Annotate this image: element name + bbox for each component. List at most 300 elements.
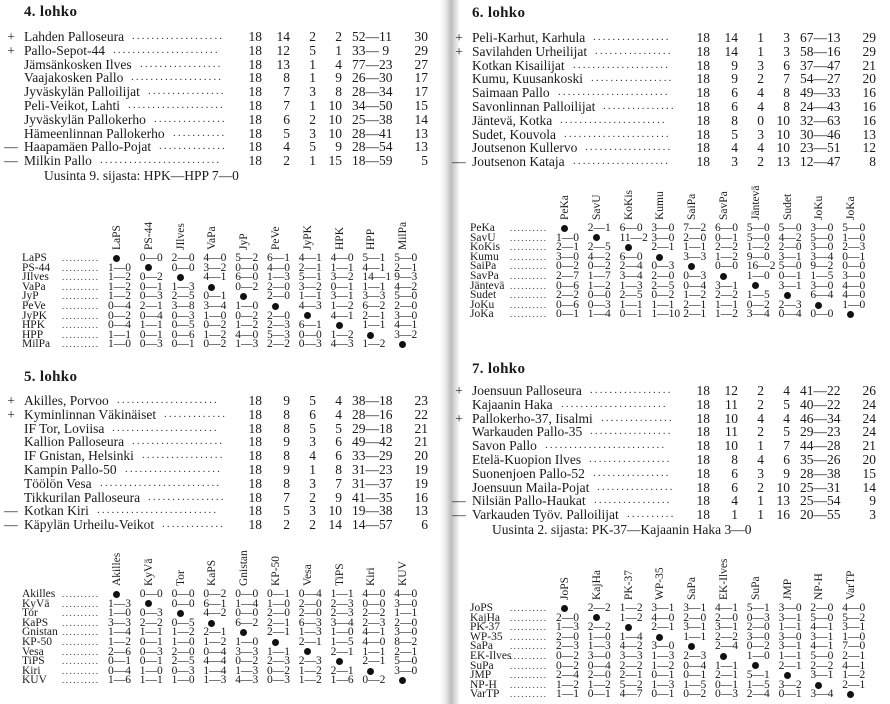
matrix-column-header <box>396 190 410 250</box>
match-result: 3—1 <box>842 621 866 634</box>
match-result: 0—0 <box>171 588 195 600</box>
goal-difference: 46—34 <box>800 410 841 426</box>
losses: 10 <box>328 503 342 519</box>
match-result: 4—3 <box>298 299 322 312</box>
standings-row <box>455 30 890 45</box>
match-result: 6—1 <box>298 319 322 332</box>
match-result: 0—2 <box>203 338 227 351</box>
match-result: 9—2 <box>810 260 834 273</box>
points: 20 <box>862 71 876 87</box>
points: 9 <box>869 493 876 509</box>
match-result: 1—1 <box>330 261 354 274</box>
match-result: 2—1 <box>683 308 707 321</box>
match-result: 2—1 <box>651 621 675 634</box>
match-result: 3—1 <box>810 630 834 643</box>
match-result: 0—1 <box>171 338 195 351</box>
played: 18 <box>248 475 262 491</box>
team-name: Peli-Karhut, Karhula <box>472 30 586 45</box>
leader-dots: .......... <box>510 290 548 301</box>
leader-dots: ................ <box>594 494 672 507</box>
match-result: 4—2 <box>619 640 643 653</box>
standings-row <box>24 449 444 463</box>
match-result: 1—2 <box>330 328 354 341</box>
leader-dots: .......... <box>62 310 100 321</box>
match-result: 4—2 <box>778 231 802 244</box>
leader-dots: ........... <box>173 126 227 139</box>
goal-difference: 28—41 <box>352 125 393 141</box>
goal-difference: 38—18 <box>352 393 393 408</box>
match-result: 0—2 <box>556 649 579 662</box>
section-title: 6. lohko <box>472 5 526 21</box>
match-result: 0—4 <box>108 299 131 312</box>
matrix-column-header <box>717 540 731 600</box>
leader-dots: .......... <box>510 280 548 291</box>
match-result: 3—2 <box>394 328 418 341</box>
wins: 8 <box>283 406 290 422</box>
match-result: 1—3 <box>298 626 322 639</box>
match-result: 2—0 <box>810 602 834 614</box>
match-result: 2—1 <box>394 645 418 658</box>
losses: 10 <box>776 140 790 156</box>
standings-row <box>472 481 890 495</box>
match-result: 1—1 <box>139 319 163 332</box>
match-result: 5—0 <box>810 231 834 244</box>
played: 18 <box>248 448 262 464</box>
leader-dots: ................ <box>593 466 671 479</box>
row-label: Sudet <box>470 289 497 302</box>
points: 16 <box>862 98 876 114</box>
losses: 8 <box>783 85 790 101</box>
match-result: 0—4 <box>683 659 707 672</box>
match-result: 6—0 <box>715 222 738 234</box>
row-label: MilPa <box>22 338 51 351</box>
match-result: 0—2 <box>651 289 675 302</box>
match-result: 6—2 <box>362 299 386 312</box>
match-result: 0—3 <box>139 607 163 620</box>
match-result: 1—3 <box>619 279 643 292</box>
match-result: 3—2 <box>778 678 802 691</box>
standings-row <box>24 491 444 505</box>
match-result: 2—2 <box>715 241 738 254</box>
match-result: 0—1 <box>715 678 738 691</box>
standings-row <box>24 127 444 141</box>
leader-dots: ................ <box>148 85 226 98</box>
leader-dots: ................ <box>597 480 675 493</box>
match-result: 4—1 <box>842 659 866 672</box>
promotion-relegation-mark: — <box>452 507 466 523</box>
played: 18 <box>248 406 262 422</box>
draws: 5 <box>309 139 316 155</box>
match-result: 0—2 <box>746 298 770 311</box>
match-result: 1—2 <box>651 659 675 672</box>
match-result: 2—1 <box>619 669 643 682</box>
match-result: 2—3 <box>683 649 707 662</box>
team-name: Jämsänkosken Ilves <box>24 56 132 72</box>
match-result: 5—0 <box>810 611 834 624</box>
match-result: 4—0 <box>842 289 866 302</box>
match-result: 2—4 <box>715 640 738 653</box>
wins: 8 <box>283 475 290 491</box>
played: 18 <box>696 126 710 142</box>
goal-difference: 29—18 <box>352 420 393 436</box>
match-result: 5—0 <box>810 649 834 662</box>
draws: 4 <box>757 85 764 101</box>
losses: 10 <box>776 479 790 495</box>
bullet-icon <box>336 322 343 329</box>
match-result: 2—2 <box>715 630 738 643</box>
leader-dots: ............... <box>601 411 674 424</box>
match-result: 1—2 <box>556 678 579 691</box>
bullet-icon <box>399 677 406 684</box>
match-result: 5—0 <box>394 655 418 668</box>
row-label: EK-Ilves <box>470 649 512 662</box>
match-result: 1—0 <box>139 664 163 677</box>
points: 24 <box>862 410 876 426</box>
match-result: 0—1 <box>778 688 802 701</box>
leader-dots: ......................... <box>545 439 667 452</box>
played: 18 <box>696 85 710 101</box>
draws: 1 <box>309 56 316 72</box>
match-result: 0—2 <box>267 664 290 677</box>
goal-difference: 31—23 <box>352 461 393 477</box>
played: 18 <box>248 153 262 169</box>
goal-difference: 49—42 <box>352 434 393 450</box>
matrix-column-header <box>590 540 604 600</box>
played: 18 <box>248 29 262 44</box>
match-result: 1—4 <box>619 630 643 643</box>
goal-difference: 52—11 <box>352 29 392 44</box>
match-result: 1—2 <box>171 626 195 639</box>
played: 18 <box>696 396 710 412</box>
points: 16 <box>862 112 876 128</box>
leader-dots: .......... <box>510 603 548 613</box>
standings-row <box>472 86 890 100</box>
standings-row <box>455 410 890 426</box>
match-result: 4—2 <box>587 250 611 263</box>
goal-difference: 25—38 <box>352 111 393 127</box>
match-result: 1—2 <box>203 328 227 341</box>
match-result: 2—3 <box>842 241 866 254</box>
promotion-relegation-mark: — <box>4 153 18 169</box>
played: 18 <box>248 420 262 436</box>
points: 3 <box>869 507 876 523</box>
leader-dots: ...................... <box>564 127 671 140</box>
losses: 4 <box>783 383 790 398</box>
played: 18 <box>696 479 710 495</box>
match-result: 3—3 <box>683 250 707 263</box>
match-result: 4—0 <box>362 588 386 600</box>
losses: 10 <box>328 97 342 113</box>
match-result: 1—0 <box>108 261 131 274</box>
match-result: 2—1 <box>330 664 354 677</box>
points: 24 <box>862 396 876 412</box>
match-result: 1—1 <box>778 621 802 634</box>
match-result: 0—1 <box>842 250 866 263</box>
match-result: 0—0 <box>235 588 259 600</box>
column-label: KoKis <box>622 189 635 220</box>
draws: 3 <box>757 57 764 73</box>
played: 18 <box>248 70 262 86</box>
match-result: 4—1 <box>715 602 738 614</box>
points: 6 <box>421 517 428 533</box>
leader-dots: .......... <box>510 689 548 700</box>
column-label: PK-37 <box>622 569 635 600</box>
points: 13 <box>414 125 428 141</box>
match-result: 2—2 <box>715 289 738 302</box>
match-result: 4—0 <box>203 252 227 264</box>
bullet-icon <box>113 591 120 598</box>
match-result: 2—5 <box>651 279 675 292</box>
team-name: Tikkurilan Palloseura <box>24 489 141 505</box>
goal-difference: 67—13 <box>800 30 841 45</box>
match-result: 3—0 <box>394 664 418 677</box>
team-name: Akilles, Porvoo <box>24 393 109 408</box>
points: 15 <box>862 465 876 481</box>
match-result: 3—4 <box>810 688 834 701</box>
match-result: 0—3 <box>139 290 163 303</box>
standings-row <box>24 477 444 491</box>
match-result: 1—2 <box>298 664 322 677</box>
draws: 4 <box>757 98 764 114</box>
leader-dots: ................... <box>132 435 225 448</box>
points: 17 <box>414 84 428 100</box>
match-result: 0—1 <box>139 635 163 648</box>
leader-dots: .................... <box>573 58 670 71</box>
match-result: 0—3 <box>139 645 163 658</box>
match-result: 3—2 <box>203 261 227 274</box>
wins: 12 <box>724 383 738 398</box>
losses: 6 <box>783 451 790 467</box>
match-result: 5—0 <box>394 290 418 303</box>
match-result: 2—1 <box>362 655 386 668</box>
wins: 4 <box>731 493 738 509</box>
match-result: 3—1 <box>683 621 707 634</box>
played: 18 <box>696 43 710 59</box>
matrix-column-header <box>301 190 315 250</box>
match-result: 2—1 <box>330 645 354 658</box>
match-result: 0—0 <box>235 607 259 620</box>
leader-dots: .......... <box>62 300 100 311</box>
losses: 4 <box>783 410 790 426</box>
match-result: 2—5 <box>619 289 643 302</box>
match-result: 3—0 <box>810 222 834 234</box>
standings-row <box>452 493 890 509</box>
match-result: 6—2 <box>235 616 259 629</box>
match-result: 0—2 <box>139 271 163 284</box>
wins: 14 <box>276 29 290 44</box>
losses: 5 <box>783 396 790 412</box>
row-label: SaPa <box>470 640 493 653</box>
match-result: 5—0 <box>746 231 770 244</box>
losses: 15 <box>328 153 342 169</box>
promotion-relegation-mark: — <box>4 517 18 533</box>
losses: 7 <box>783 438 790 454</box>
played: 18 <box>248 434 262 450</box>
wins: 5 <box>283 125 290 141</box>
leader-dots: ................ <box>148 490 226 503</box>
points: 19 <box>414 461 428 477</box>
leader-dots: .............. <box>159 140 227 153</box>
match-result: 1—2 <box>108 271 131 284</box>
match-result: 1—3 <box>171 280 195 293</box>
team-name: Kyminlinnan Väkinäiset <box>24 406 157 422</box>
bullet-icon <box>847 311 854 318</box>
row-label: SuPa <box>470 659 494 672</box>
row-label: JyP <box>22 290 39 303</box>
row-label: Jäntevä <box>470 279 505 292</box>
losses: 1 <box>335 42 342 58</box>
promotion-relegation-mark: — <box>4 139 18 155</box>
leader-dots: .......... <box>510 232 548 243</box>
losses: 9 <box>335 139 342 155</box>
losses: 8 <box>335 461 342 477</box>
match-result: 4—1 <box>810 621 834 634</box>
row-label: Kiri <box>22 664 41 677</box>
match-result: 3—0 <box>810 241 834 254</box>
match-result: 0—2 <box>203 588 227 600</box>
losses: 6 <box>335 434 342 450</box>
match-result: 6—1 <box>203 597 227 610</box>
goal-difference: 35—26 <box>800 451 841 467</box>
match-result: 0—0 <box>139 252 163 264</box>
team-name: Joensuun Palloseura <box>472 383 582 398</box>
draws: 5 <box>309 393 316 408</box>
match-result: 1—0 <box>746 649 770 662</box>
replay-note: Uusinta 2. sijasta: PK-37—Kajaanin Haka 3—0 <box>492 522 752 537</box>
points: 19 <box>414 475 428 491</box>
points: 23 <box>414 393 428 408</box>
column-label: VaPa <box>206 226 219 250</box>
played: 18 <box>696 424 710 440</box>
row-label: KoKis <box>470 241 501 254</box>
promotion-relegation-mark: + <box>455 30 463 45</box>
match-result: 2—3 <box>330 607 354 620</box>
bullet-icon <box>399 341 406 348</box>
match-result: 2—0 <box>556 630 579 643</box>
match-result: 1—1 <box>362 319 386 332</box>
diagonal-dot-marker <box>842 310 876 320</box>
row-label: KUV <box>22 674 47 687</box>
wins: 9 <box>283 461 290 477</box>
match-result: 3—0 <box>394 597 418 610</box>
row-label: KP-50 <box>22 635 53 648</box>
match-result: 2—1 <box>394 261 418 274</box>
row-label: HPK <box>22 319 46 332</box>
row-label: Vesa <box>22 645 44 658</box>
match-result: 3—0 <box>394 309 418 322</box>
standings-row <box>472 128 890 142</box>
match-result: 0—4 <box>298 588 322 600</box>
match-result: 0—1 <box>651 669 675 682</box>
losses: 5 <box>335 420 342 436</box>
wins: 9 <box>731 57 738 73</box>
match-result: 1—0 <box>171 674 195 687</box>
wins: 11 <box>725 424 738 440</box>
match-result: 2—5 <box>171 655 195 668</box>
goal-difference: 49—33 <box>800 85 841 101</box>
played: 18 <box>696 140 710 156</box>
match-result: 11—2 <box>619 231 648 244</box>
draws: 2 <box>757 396 764 412</box>
team-name: Sudet, Kouvola <box>472 126 556 142</box>
column-label: KyVä <box>142 558 155 586</box>
standings-row <box>472 100 890 114</box>
leader-dots: ............... <box>154 112 227 125</box>
match-result: 0—1 <box>651 688 675 701</box>
match-result: 2—1 <box>556 241 579 254</box>
column-label: Sudet <box>781 193 794 220</box>
leader-dots: ....................... <box>558 86 670 99</box>
column-label: HPK <box>333 226 346 250</box>
matrix-body <box>470 224 890 320</box>
wins: 6 <box>283 111 290 127</box>
matrix-row <box>22 340 442 350</box>
match-result: 1—3 <box>587 640 611 653</box>
column-label: Kumu <box>654 191 667 220</box>
wins: 4 <box>731 140 738 156</box>
promotion-relegation-mark: — <box>4 503 18 519</box>
matrix-column-header <box>364 526 378 586</box>
match-result: 2—0 <box>171 252 195 264</box>
right-page <box>445 0 890 704</box>
played: 18 <box>696 451 710 467</box>
leader-dots: .......... <box>627 508 676 521</box>
leader-dots: .......... <box>510 631 548 642</box>
leader-dots: .......... <box>62 291 100 302</box>
team-name: Kampin Pallo-50 <box>24 461 117 477</box>
match-result: 2—5 <box>171 290 195 303</box>
match-result: 0—2 <box>556 260 579 273</box>
match-result: 5—0 <box>842 222 866 234</box>
match-result: 1—0 <box>842 298 866 311</box>
leader-dots: .......... <box>510 650 548 661</box>
team-name: Joensuun Maila-Pojat <box>472 479 590 495</box>
goal-difference: 33—29 <box>352 448 393 464</box>
column-label: Kiri <box>365 567 378 586</box>
match-result: 4—0 <box>330 252 354 264</box>
team-name: Vaajakosken Pallo <box>24 70 124 86</box>
match-result: 3—0 <box>810 279 834 292</box>
goal-difference: 26—30 <box>352 70 393 86</box>
match-result: 4—1 <box>362 626 386 639</box>
row-label: PeKa <box>470 222 495 234</box>
match-result: 3—1 <box>810 669 834 682</box>
played: 18 <box>248 503 262 519</box>
match-result: 1—1 <box>715 298 738 311</box>
leader-dots: ............. <box>162 518 226 531</box>
wins: 1 <box>731 507 738 523</box>
match-result: 0—1 <box>715 231 738 244</box>
leader-dots: .......... <box>510 660 548 671</box>
match-result: 2—3 <box>298 655 322 668</box>
match-result: 1—1 <box>139 626 163 639</box>
matrix-column-headers <box>22 526 442 586</box>
draws: 2 <box>757 154 764 170</box>
team-name: Kallion Palloseura <box>24 434 125 450</box>
match-result: 1—3 <box>108 597 131 610</box>
match-result: 1—3 <box>235 664 259 677</box>
column-label: JMP <box>781 578 794 600</box>
match-result: 14—1 <box>362 271 392 284</box>
match-result: 0—2 <box>587 260 611 273</box>
team-name: Jäntevä, Kotka <box>472 112 553 128</box>
wins: 3 <box>731 154 738 170</box>
matrix-column-header <box>653 540 667 600</box>
matrix-column-header <box>685 540 699 600</box>
bullet-icon <box>561 605 568 612</box>
match-result: 5—1 <box>746 669 770 682</box>
leader-dots: ......................... <box>100 154 222 167</box>
